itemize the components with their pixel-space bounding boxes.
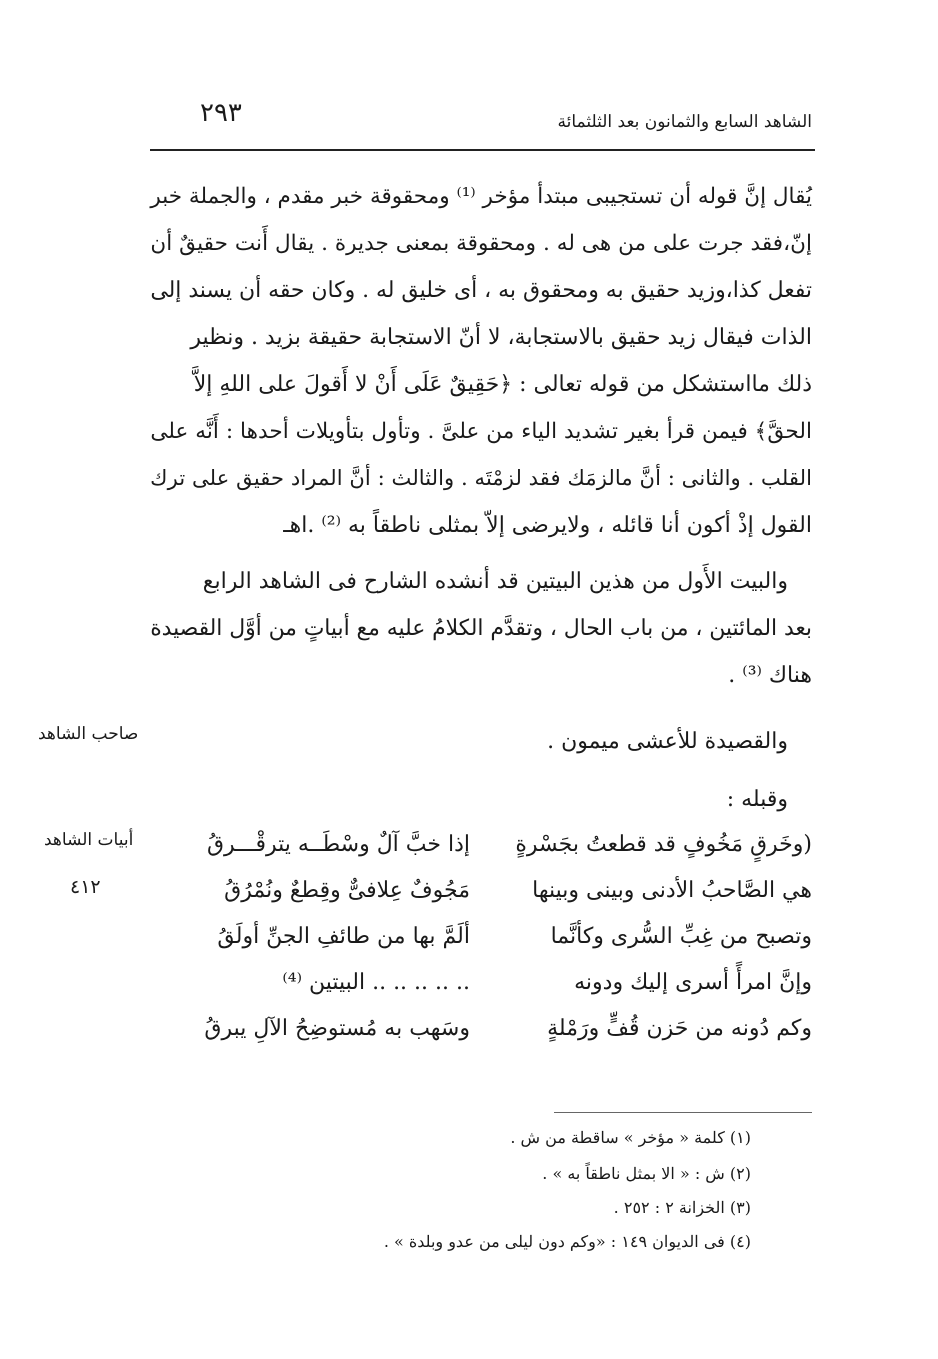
page-number: ٢٩٣ [200,98,242,128]
text-line: الحقَّ﴾ فيمن قرأ بغير تشديد الياء من علىَّ . وتأول بتأويلات أحدها : أَنَّه على [150,419,812,444]
text-line: والبيت الأَول من هذين البيتين قد أنشده الشارح فى الشاهد الرابع [202,569,788,594]
footnote: (٣) الخزانة ٢ : ٢٥٢ . [613,1198,751,1217]
verse-first-hemistich: وتصبح من غِبِّ السُّرى وكأنَّما [550,924,812,949]
verses-intro: وقبله : [726,787,788,812]
text-line: القول إذْ أكون أنا قائله ، ولايرضى إلاّ بمثلى ناطقاً به ⁽²⁾ .اهـ [283,513,812,538]
text-line: ذلك مااستشكل من قوله تعالى : ﴿حَقِيقٌ عَلَى أَنْ لا أَقولَ على اللهِ إلاَّ [193,372,812,397]
verse-second-hemistich: ألَمَّ بها من طائفِ الجنِّ أولَقُ [217,924,470,949]
verse-first-hemistich: وكم دُونه من حَزن قُفٍّ ورَمْلةٍ [547,1016,812,1041]
verse-second-hemistich: وسَهب به مُستوضِحُ الآلِ يبرقُ [204,1016,470,1041]
verse-first-hemistich: (وخَرقٍ مَخُوفٍ قد قطعتُ بجَسْرةٍ [515,832,812,857]
text-line: الذات فيقال زيد حقيق بالاستجابة، لا أنّ الاستجابة حقيقة بزيد . ونظير [190,325,812,350]
footnote: (٢) ش : « الا بمثل ناطقاً به » . [542,1164,751,1183]
poet-attribution: والقصيدة للأعشى ميمون . [547,729,788,754]
verse-second-hemistich: مَجُوفٌ عِلافىٌّ وقِطعٌ ونُمْرُقُ [224,878,470,903]
running-title: الشاهد السابع والثمانون بعد الثلثمائة [557,112,812,132]
header-rule [150,149,815,151]
text-line: تفعل كذا،وزيد حقيق به ومحقوق به ، أى خليق له . وكان حقه أن يسند إلى [150,278,812,303]
verse-first-hemistich: هي الصَّاحبُ الأدنى وبينى وبينها [532,878,812,903]
text-line: هناك ⁽³⁾ . [728,663,812,688]
verse-second-hemistich: إذا خبَّ آلٌ وسْطَــه يترقْـــرقُ [206,832,470,857]
text-line: يُقال إنَّ قوله أن تستجيبى مبتدأ مؤخر ⁽¹⁾ ومحقوقة خبر مقدم ، والجملة خبر [150,184,812,209]
verse-first-hemistich: وإنَّ امرأً أسرى إليك ودونه [574,970,812,995]
verse-second-hemistich: .. .. .. .. .. البيتين ⁽⁴⁾ [282,970,470,995]
side-label-verses: أبيات الشاهد [44,830,134,850]
side-label-poet: صاحب الشاهد [38,724,139,744]
text-line: بعد المائتين ، من باب الحال ، وتقدَّم الكلامُ عليه مع أبياتٍ من أوَّل القصيدة [150,616,812,641]
text-line: إنّ،فقد جرت على من هى له . ومحقوقة بمعنى جديرة . يقال أَنت حقيقٌ أن [150,231,812,256]
side-label-number: ٤١٢ [70,876,101,898]
footnote-rule [554,1112,812,1113]
text-line: القلب . والثانى : أنَّ مالزمَك فقد لزمْتَه . والثالث : أنَّ المراد حقيق على ترك [150,466,812,491]
footnote: (١) كلمة « مؤخر » ساقطة من ش . [510,1128,751,1147]
footnote: (٤) فى الديوان ١٤٩ : «وكم دون ليلى من عدو وبلدة » . [383,1232,751,1251]
